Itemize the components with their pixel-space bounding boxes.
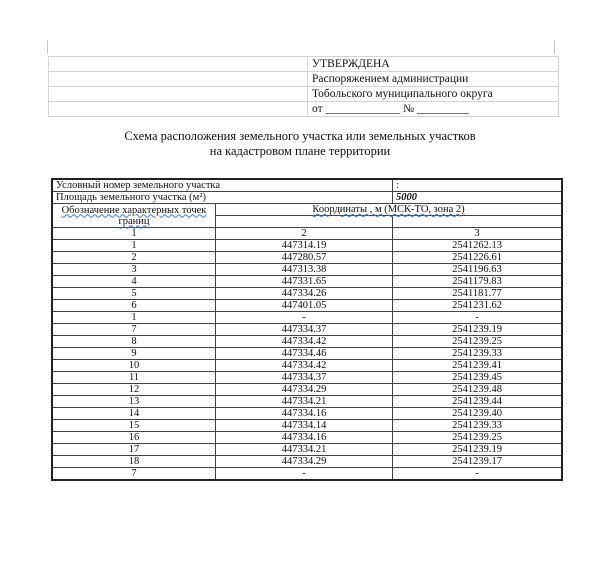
x-coordinate: 447334.21 — [216, 396, 393, 408]
table-row — [52, 300, 562, 312]
crop-mark — [554, 40, 555, 54]
y-coordinate: 2541239.33 — [393, 420, 563, 432]
x-coordinate: - — [216, 468, 393, 481]
coords-header: Координаты , м (МСК-ТО, зона 2) — [216, 204, 563, 216]
x-coordinate: 447334.26 — [216, 288, 393, 300]
point-number: 15 — [52, 420, 216, 432]
table-row — [52, 396, 562, 408]
table-row — [52, 384, 562, 396]
x-coordinate: 447313.38 — [216, 264, 393, 276]
point-number: 7 — [52, 468, 216, 481]
point-number: 3 — [52, 264, 216, 276]
point-number: 7 — [52, 324, 216, 336]
x-coordinate: 447334.42 — [216, 336, 393, 348]
x-coordinate: 447334.37 — [216, 324, 393, 336]
document-title — [0, 129, 600, 159]
cadastral-value: : — [393, 179, 563, 192]
approval-line-2: Распоряжением администрации — [308, 72, 559, 87]
table-row — [52, 408, 562, 420]
area-value: 5000 — [393, 192, 563, 204]
area-label: Площадь земельного участка (м²) — [52, 192, 393, 204]
point-number: 10 — [52, 360, 216, 372]
x-coordinate: 447331.65 — [216, 276, 393, 288]
x-coordinate: 447334.16 — [216, 408, 393, 420]
y-coordinate: 2541226.61 — [393, 252, 563, 264]
points-header: Обозначение характерных точек границ — [52, 204, 216, 228]
title-line-1: Схема расположения земельного участка или земельных участков — [124, 129, 476, 143]
table-row — [52, 288, 562, 300]
y-coordinate: - — [393, 468, 563, 481]
table-row — [52, 348, 562, 360]
title-line-2: на кадастровом плане территории — [209, 144, 391, 158]
y-coordinate: 2541239.17 — [393, 456, 563, 468]
approval-line-3: Тобольского муниципального округа — [308, 87, 559, 102]
point-number: 5 — [52, 288, 216, 300]
x-coordinate: 447280.57 — [216, 252, 393, 264]
coordinates-table — [51, 178, 563, 481]
table-row — [52, 456, 562, 468]
table-row — [52, 252, 562, 264]
table-row — [52, 372, 562, 384]
approval-line-1: УТВЕРЖДЕНА — [308, 57, 559, 72]
point-number: 8 — [52, 336, 216, 348]
y-coordinate: 2541262.13 — [393, 240, 563, 252]
crop-mark — [47, 40, 48, 54]
x-coordinate: - — [216, 312, 393, 324]
point-number: 2 — [52, 252, 216, 264]
y-coordinate: - — [393, 312, 563, 324]
point-number: 17 — [52, 444, 216, 456]
point-number: 14 — [52, 408, 216, 420]
table-row — [52, 312, 562, 324]
col-number-2: 2 — [216, 228, 393, 240]
x-coordinate: 447334.37 — [216, 372, 393, 384]
table-row — [52, 336, 562, 348]
table-row — [52, 468, 562, 481]
y-coordinate: 2541239.19 — [393, 324, 563, 336]
col-number-1: 1 — [52, 228, 216, 240]
table-row — [52, 444, 562, 456]
point-number: 1 — [52, 240, 216, 252]
x-coordinate: 447334.29 — [216, 384, 393, 396]
x-coordinate: 447334.16 — [216, 432, 393, 444]
x-coordinate: 447314.19 — [216, 240, 393, 252]
x-coordinate: 447334.29 — [216, 456, 393, 468]
y-coordinate: 2541239.33 — [393, 348, 563, 360]
y-coordinate: 2541196.63 — [393, 264, 563, 276]
point-number: 12 — [52, 384, 216, 396]
approval-block — [48, 56, 559, 117]
y-coordinate: 2541239.41 — [393, 360, 563, 372]
x-coordinate: 447334.21 — [216, 444, 393, 456]
y-coordinate: 2541181.77 — [393, 288, 563, 300]
table-row — [52, 432, 562, 444]
x-coordinate: 447334.14 — [216, 420, 393, 432]
y-coordinate: 2541231.62 — [393, 300, 563, 312]
approval-line-4: от _____________ № _________ — [308, 102, 559, 117]
table-row — [52, 360, 562, 372]
point-number: 11 — [52, 372, 216, 384]
x-coordinate: 447401.05 — [216, 300, 393, 312]
y-coordinate: 2541239.25 — [393, 432, 563, 444]
cadastral-label: Условный номер земельного участка — [52, 179, 393, 192]
table-row — [52, 324, 562, 336]
y-coordinate: 2541239.44 — [393, 396, 563, 408]
point-number: 13 — [52, 396, 216, 408]
table-row — [52, 240, 562, 252]
x-coordinate: 447334.46 — [216, 348, 393, 360]
col-number-3: 3 — [393, 228, 563, 240]
table-row — [52, 264, 562, 276]
point-number: 18 — [52, 456, 216, 468]
table-row — [52, 276, 562, 288]
table-row — [52, 420, 562, 432]
y-coordinate: 2541239.19 — [393, 444, 563, 456]
point-number: 1 — [52, 312, 216, 324]
y-coordinate: 2541239.45 — [393, 372, 563, 384]
y-coordinate: 2541239.40 — [393, 408, 563, 420]
y-coordinate: 2541239.48 — [393, 384, 563, 396]
y-coordinate: 2541239.25 — [393, 336, 563, 348]
point-number: 9 — [52, 348, 216, 360]
point-number: 6 — [52, 300, 216, 312]
x-coordinate: 447334.42 — [216, 360, 393, 372]
point-number: 16 — [52, 432, 216, 444]
point-number: 4 — [52, 276, 216, 288]
y-coordinate: 2541179.83 — [393, 276, 563, 288]
